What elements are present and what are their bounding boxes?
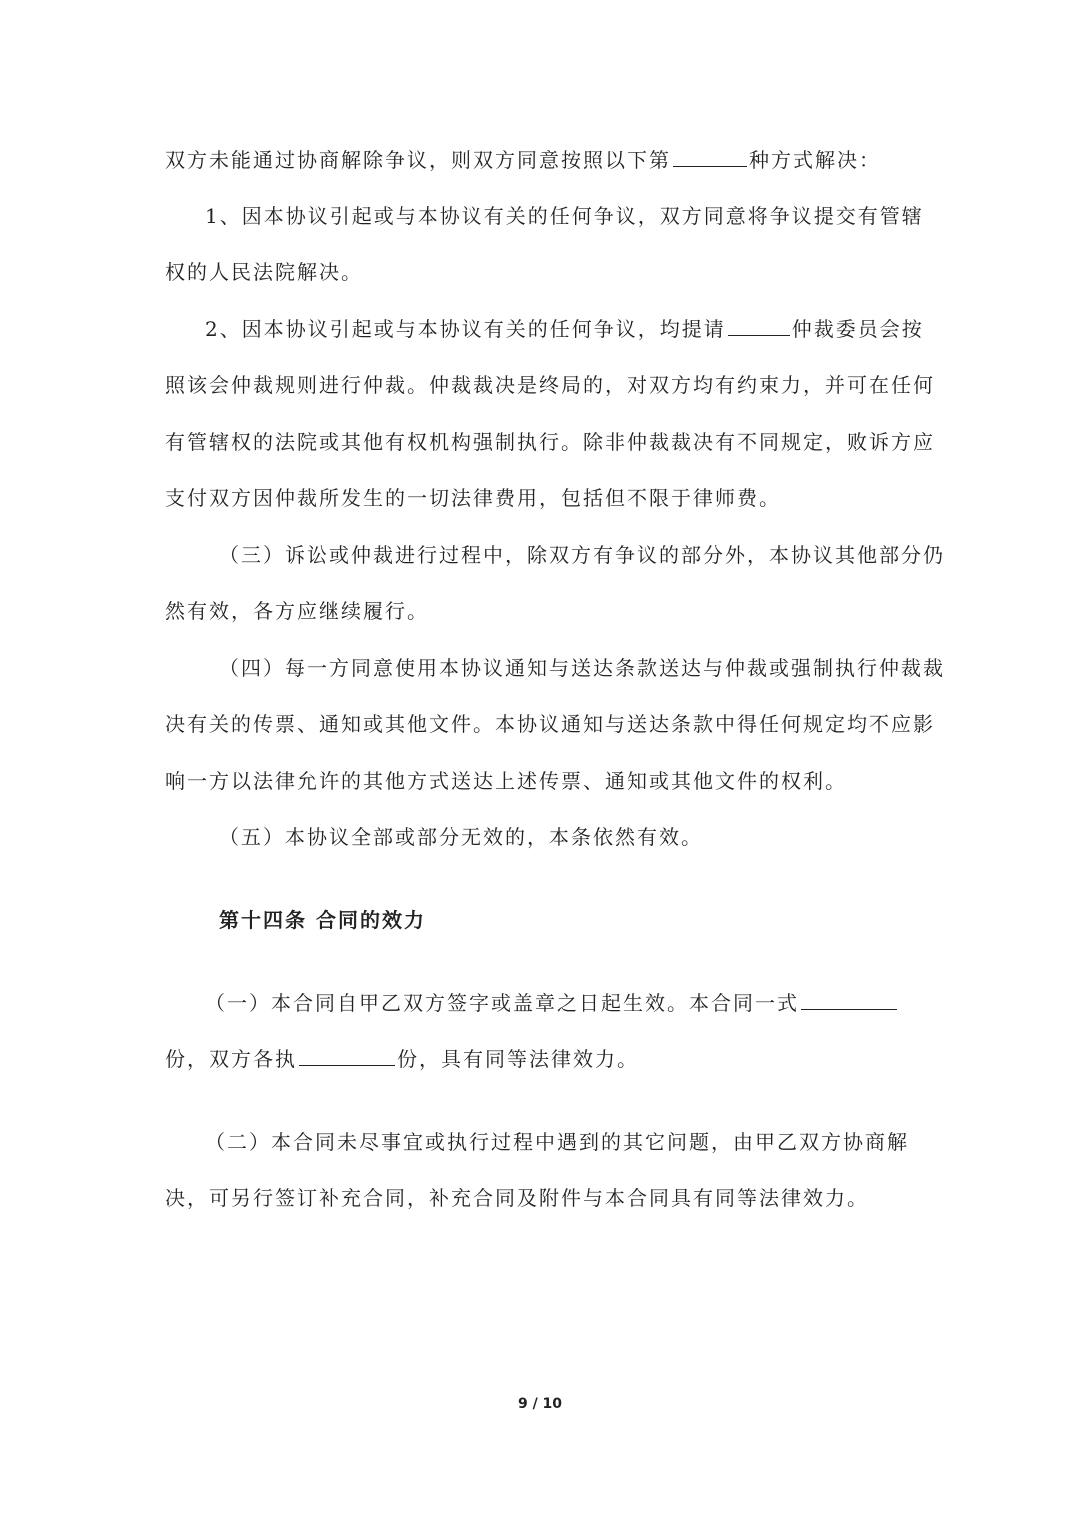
text-segment: 种方式解决： [749, 148, 881, 172]
text-segment: （五）本协议全部或部分无效的，本条依然有效。 [219, 825, 703, 849]
page-number: 9 / 10 [517, 1396, 563, 1412]
method-number-blank[interactable] [673, 146, 747, 167]
clause-4-line-3 [165, 767, 925, 795]
text-segment: 份，双方各执 [165, 1047, 297, 1071]
arbitration-option-line-1 [205, 315, 965, 343]
clause-3-line-2 [165, 597, 925, 625]
text-segment: 有管辖权的法院或其他有权机构强制执行。除非仲裁裁决有不同规定，败诉方应 [165, 430, 935, 454]
article-14-heading: 第十四条 合同的效力 [219, 908, 426, 932]
text-segment: （四）每一方同意使用本协议通知与送达条款送达与仲裁或强制执行仲裁裁 [219, 656, 945, 680]
arbitration-option-line-3 [165, 428, 935, 456]
text-segment: （一）本合同自甲乙双方签字或盖章之日起生效。本合同一式 [205, 991, 799, 1015]
dispute-resolution-intro [165, 146, 925, 174]
text-segment: 支付双方因仲裁所发生的一切法律费用，包括但不限于律师费。 [165, 486, 781, 510]
arbitration-committee-blank[interactable] [728, 315, 790, 336]
clause-3-line-1 [219, 541, 979, 569]
arbitration-option-line-4 [165, 484, 925, 512]
effectiveness-clause-1-line-2 [165, 1045, 925, 1073]
court-option-line-1 [205, 202, 965, 230]
text-segment: 仲裁委员会按 [791, 317, 924, 341]
text-segment: 份，具有同等法律效力。 [397, 1047, 639, 1071]
text-segment: 响一方以法律允许的其他方式送达上述传票、通知或其他文件的权利。 [165, 769, 847, 793]
text-segment: （三）诉讼或仲裁进行过程中，除双方有争议的部分外，本协议其他部分仍 [219, 543, 945, 567]
text-segment: 权的人民法院解决。 [165, 260, 363, 284]
text-segment: 2、因本协议引起或与本协议有关的任何争议，均提请 [205, 317, 726, 341]
text-segment: 照该会仲裁规则进行仲裁。仲裁裁决是终局的，对双方均有约束力，并可在任何 [165, 373, 935, 397]
text-segment: （二）本合同未尽事宜或执行过程中遇到的其它问题，由甲乙双方协商解 [205, 1130, 909, 1154]
clause-4-line-2 [165, 710, 935, 738]
text-segment: 然有效，各方应继续履行。 [165, 599, 429, 623]
copies-total-blank[interactable] [801, 989, 897, 1010]
text-segment: 双方未能通过协商解除争议，则双方同意按照以下第 [165, 148, 671, 172]
effectiveness-clause-2-line-1 [205, 1128, 965, 1156]
clause-5-line-1 [219, 823, 979, 851]
clause-4-line-1 [219, 654, 979, 682]
effectiveness-clause-2-line-2 [165, 1184, 925, 1212]
arbitration-option-line-2 [165, 371, 935, 399]
effectiveness-clause-1-line-1 [205, 989, 965, 1017]
text-segment: 决有关的传票、通知或其他文件。本协议通知与送达条款中得任何规定均不应影 [165, 712, 935, 736]
text-segment: 1、因本协议引起或与本协议有关的任何争议，双方同意将争议提交有管辖 [205, 204, 924, 228]
copies-each-blank[interactable] [299, 1045, 395, 1066]
court-option-line-2 [165, 258, 925, 286]
text-segment: 决，可另行签订补充合同，补充合同及附件与本合同具有同等法律效力。 [165, 1186, 869, 1210]
